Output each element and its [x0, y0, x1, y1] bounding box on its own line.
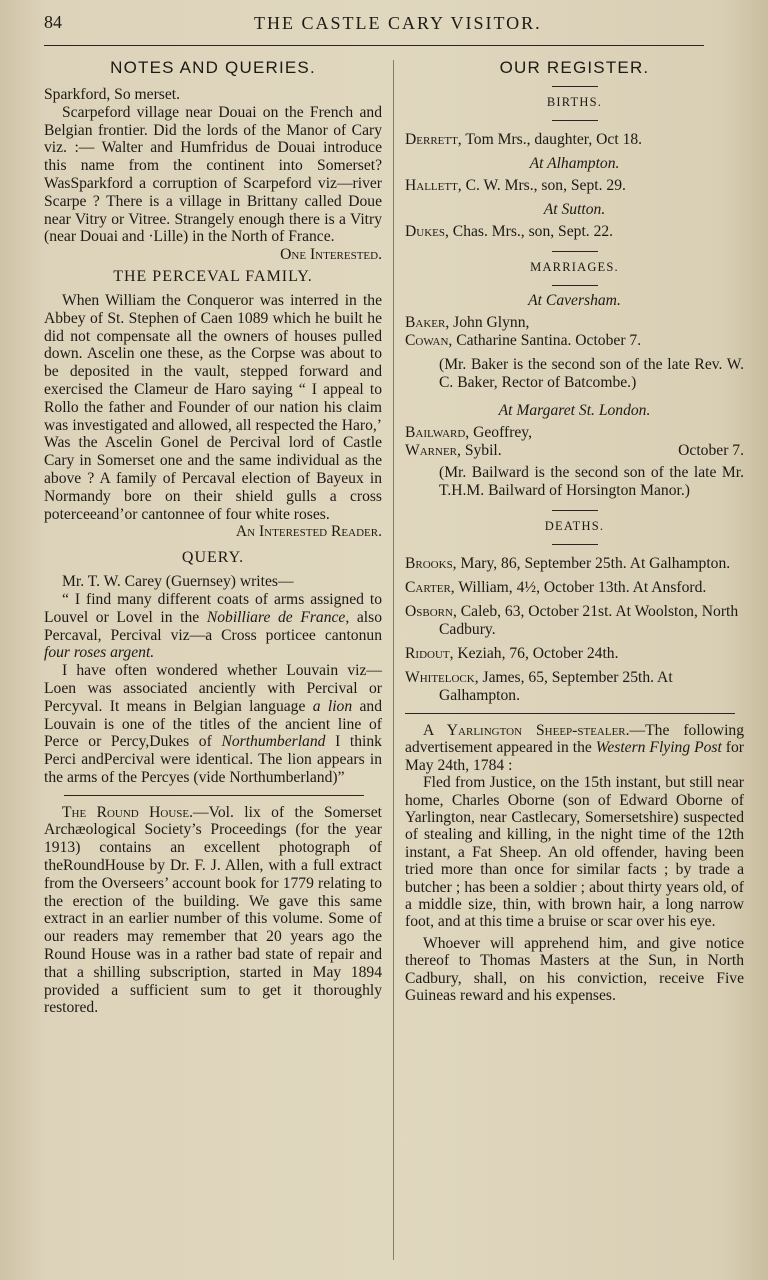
marriages-label: MARRIAGES. — [530, 260, 619, 274]
death-entry — [405, 579, 744, 597]
marriage-text: Catharine Santina. October 7. — [456, 332, 642, 349]
deaths-rule-top — [552, 510, 598, 511]
query-quote-italic1: Nobilliare de France, — [206, 608, 350, 626]
marriage-date: October 7. — [678, 442, 744, 459]
query-p2-a: I have often wondered whether Louvain viz—Loen was associated anciently with Percival or Percyval. It means in Belgian language — [44, 662, 382, 715]
birth-text: C. W. Mrs., son, Sept. 29. — [465, 177, 626, 194]
query-intro: Mr. T. W. Carey (Guernsey) writes— — [62, 573, 294, 591]
birth-entry — [405, 131, 744, 149]
marriage-text: Geoffrey, — [473, 424, 532, 441]
death-entry — [405, 645, 744, 663]
query-paragraph-2 — [44, 662, 382, 787]
query-heading: QUERY. — [181, 549, 245, 567]
scarpeford-paragraph — [44, 103, 382, 264]
birth-text: Chas. Mrs., son, Sept. 22. — [452, 223, 614, 240]
register-rule — [552, 86, 598, 87]
birth-name: Dukes, — [405, 223, 449, 240]
birth-name: Hallett, — [405, 177, 462, 194]
perceval-signature: An Interested Reader. — [235, 523, 382, 541]
marriage-name: Bailward, — [405, 424, 470, 441]
death-text: James, 65, September 25th. At Galhampton. — [439, 669, 673, 704]
birth-name: Derrett, — [405, 131, 462, 148]
perceval-paragraph — [44, 291, 382, 541]
marriage-name: Baker, — [405, 314, 450, 331]
query-quote — [44, 591, 382, 662]
sheep-paragraph-3: Whoever will apprehend him, and give notice thereof to Thomas Masters at the Sun, in North Cadbury, shall, on his conviction, receive Five Guineas reward and his expenses. — [405, 934, 744, 1005]
query-p2-italic2: Northumberland — [221, 733, 326, 751]
death-name: Carter, — [405, 579, 455, 596]
left-column — [44, 52, 382, 1017]
column-divider — [393, 60, 394, 1260]
birth-entry — [405, 223, 744, 241]
death-name: Ridout, — [405, 645, 454, 662]
query-quote-a: “ I find many different coats of arms assigned to Louvel or Lovel in the — [44, 590, 382, 626]
query-quote-b: also Percaval, Percival viz—a Cross porticee cantonun — [44, 608, 382, 644]
death-text: William, 4½, October 13th. At Ansford. — [458, 579, 707, 596]
marriages-rule-top — [552, 251, 598, 252]
page-number: 84 — [44, 12, 62, 32]
marriage-line — [405, 424, 744, 442]
sparkford-line: Sparkford, So merset. — [44, 86, 180, 103]
sheep-paragraph-2: Fled from Justice, on the 15th instant, but still near home, Charles Oborne (son of Edward Oborne of Yarlington, near Castlecary, Somersetshire) suspected of stealing and killing, in the night time of the 12th instant, a Fat Sheep. An old offender, having been tried more than once for similar facts ; by trade a butcher ; has been a soldier ; about thirty years old, of a middle size, thin, with brown hair, a long narrow foot, and at this time a bruise or scar over his eye. — [405, 774, 744, 931]
header-rule — [44, 45, 704, 46]
perceval-text: When William the Conqueror was interred in the Abbey of St. Stephen of Caen 1089 which he built he did not compensate all the owners of houses pulled down. Ascelin one these, as the Corpse was about to be deposited in the vault, stepped forward and exercised the Clameur de Haro saying “ I appeal to Rollo the father and Founder of our nation his claim was investigated and allowed, all respected the Haro,’ Was the Ascelin Gonel de Percival lord of Castle Cary in Somerset one and the same individual as the above ? A family of Percaval election of Bayeux in Normandy bore on their shield gulls a cross poterceeand’or cantonnee of four white roses. — [44, 291, 382, 523]
sheep-intro-italic: Western Flying Post — [595, 739, 722, 757]
marriages-rule — [552, 285, 598, 286]
marriage-name: Warner, — [405, 442, 461, 459]
perceval-heading: THE PERCEVAL FAMILY. — [113, 267, 313, 285]
sheep-intro-a: —The following advertisement appeared in the — [405, 722, 744, 757]
birth-entry — [405, 177, 744, 195]
birth-text: Tom Mrs., daughter, Oct 18. — [465, 131, 643, 148]
notes-queries-heading: NOTES AND QUERIES. — [110, 58, 316, 77]
round-house-text: —Vol. lix of the Somerset Archæological Society’s Proceedings (for the year 1913) contains an excellent photograph of theRoundHouse by Dr. F. J. Allen, with a full extract from the Overseers’ account book for 1779 relating to the erection of the building. We gave this same extract in an earlier number of this volume. Some of our readers may remember that 20 years ago the Round House was in a rather bad state of repair and that a shilling subscription, started in May 1894 provided a sufficient sum to get it thoroughly restored. — [44, 803, 382, 1017]
marriage-place: At Caversham. — [528, 292, 621, 309]
round-house-lead: The Round House. — [62, 803, 194, 821]
death-text: Mary, 86, September 25th. At Galhampton. — [460, 555, 731, 572]
death-text: Keziah, 76, October 24th. — [457, 645, 619, 662]
deaths-label: DEATHS. — [544, 519, 605, 533]
marriage-place: At Margaret St. London. — [498, 402, 651, 419]
marriage-name: Cowan, — [405, 332, 453, 349]
deaths-rule — [552, 544, 598, 545]
death-entry — [405, 669, 744, 705]
marriage-text: Sybil. — [464, 442, 502, 459]
page-header — [0, 0, 768, 46]
sheep-intro-paragraph — [405, 722, 744, 774]
query-p2-b: and Louvain is one of the titles of the ancient line of Perce or Percy,Dukes of — [44, 697, 382, 751]
running-title: THE CASTLE CARY VISITOR. — [254, 13, 542, 33]
marriage-line — [405, 332, 744, 350]
sheep-lead: A Yarlington Sheep-stealer. — [423, 722, 630, 739]
death-name: Whitelock, — [405, 669, 479, 686]
right-column — [405, 52, 744, 1005]
marriage-note: (Mr. Baker is the second son of the late Rev. W. C. Baker, Rector of Batcombe.) — [439, 356, 744, 391]
query-quote-italic2: four roses argent. — [44, 644, 155, 662]
marriage-text: John Glynn, — [453, 314, 530, 331]
births-rule — [552, 120, 598, 121]
marriage-note: (Mr. Bailward is the second son of the late Mr. T.H.M. Bailward of Horsington Manor.) — [439, 464, 744, 499]
death-entry — [405, 555, 744, 573]
marriage-line — [405, 442, 744, 460]
sheep-intro-b: for May 24th, 1784 : — [405, 739, 744, 774]
birth-place: At Sutton. — [543, 201, 606, 218]
death-entry — [405, 603, 744, 639]
query-p2-c: I think Perci andPercival were identical. The lion appears in the arms of the Percyes (vide Northumberland)” — [44, 733, 382, 786]
round-house-paragraph — [44, 804, 382, 1018]
marriage-line — [405, 314, 744, 332]
query-p2-italic1: a lion — [312, 697, 353, 715]
scarpeford-text: Scarpeford village near Douai on the French and Belgian frontier. Did the lords of the Manor of Cary viz. :— Walter and Humfridus de Douai introduce this name from the continent into Somerset? WasSparkford a corruption of Scarpeford viz—river Scarpe ? There is a village in Brittany called Doue near Vitry or Vitree. Strangely enough there is a Vitry (near Douai and ·Lille) in the North of France. — [44, 103, 382, 246]
right-section-rule — [405, 713, 735, 714]
births-label: BIRTHS. — [546, 95, 603, 109]
scarpeford-signature: One Interested. — [280, 246, 382, 264]
register-heading: OUR REGISTER. — [499, 58, 650, 77]
death-name: Brooks, — [405, 555, 457, 572]
death-text: Caleb, 63, October 21st. At Woolston, North Cadbury. — [439, 603, 739, 638]
birth-place: At Alhampton. — [529, 155, 620, 172]
left-section-rule — [64, 795, 364, 796]
death-name: Osborn, — [405, 603, 457, 620]
